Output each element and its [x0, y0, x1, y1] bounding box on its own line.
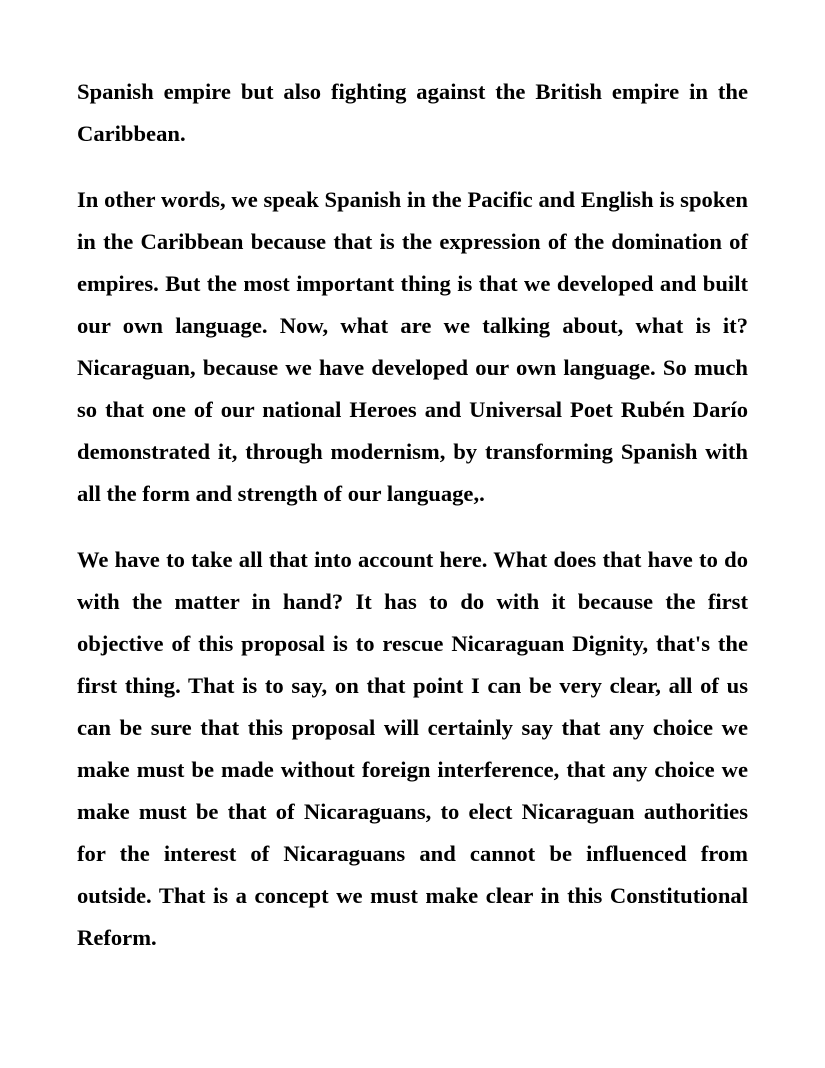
paragraph-3: We have to take all that into account here. What does that have to do with the matter in hand? It has to do with it because the first objective of this proposal is to rescue Nicaraguan Dignity, that's the first thing. That is to say, on that point I can be very clear, all of us can be sure that this proposal will certainly say that any choice we make must be made without foreign interference, that any choice we make must be that of Nicaraguans, to elect Nicaraguan authorities for the interest of Nicaraguans and cannot be influenced from outside. That is a concept we must make clear in this Constitutional Reform. [77, 547, 748, 950]
paragraph-2: In other words, we speak Spanish in the Pacific and English is spoken in the Caribbean because that is the expression of the domination of empires. But the most important thing is that we developed and built our own language. Now, what are we talking about, what is it? Nicaraguan, because we have developed our own language. So much so that one of our national Heroes and Universal Poet Rubén Darío demonstrated it, through modernism, by transforming Spanish with all the form and strength of our language,. [77, 187, 748, 506]
paragraph-1: Spanish empire but also fighting against the British empire in the Caribbean. [77, 79, 748, 146]
document-page [77, 71, 748, 983]
